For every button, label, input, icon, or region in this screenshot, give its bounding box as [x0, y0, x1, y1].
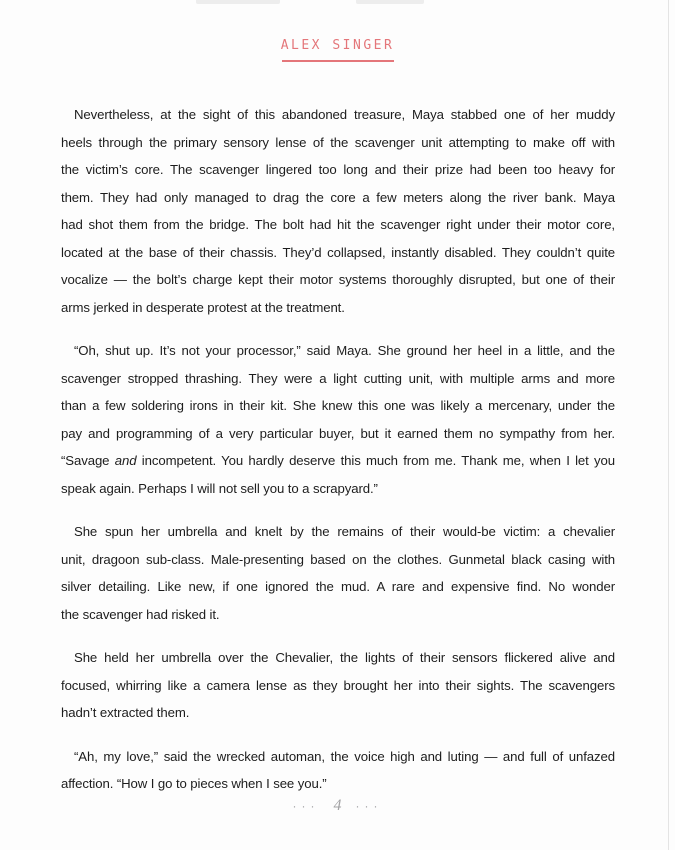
text-line: had shot them from the bridge. The bolt had hit the scavenger right under their motor core,: [61, 217, 615, 232]
footer-dots-right: ···: [355, 799, 383, 813]
cutoff-tab-left: [196, 0, 280, 4]
footer-dots-left: ···: [292, 799, 320, 813]
author-name: ALEX SINGER: [280, 38, 395, 53]
text-line: hadn’t extracted them.: [61, 705, 190, 720]
text-line: arms jerked in desperate protest at the treatment.: [61, 299, 345, 315]
paragraph: [61, 518, 615, 628]
text-line: affection. “How I go to pieces when I see you.”: [61, 776, 327, 791]
text-line: “Oh, shut up. It’s not your processor,” said Maya. She ground her heel in a little, and the: [74, 343, 615, 358]
text-line: them. They had only managed to drag the core a few meters along the river bank. Maya: [61, 189, 615, 205]
right-edge-divider: [668, 0, 669, 850]
text-line: located at the base of their chassis. They’d collapsed, instantly disabled. They couldn’t quite: [61, 244, 615, 260]
text-line: than a few soldering irons in their kit. She knew this one was likely a mercenary, under the: [61, 398, 615, 413]
text-line: speak again. Perhaps I will not sell you to a scrapyard.”: [61, 480, 378, 496]
text-line: focused, whirring like a camera lense as they brought her into their sights. The scavengers: [61, 677, 615, 693]
text-line: scavenger stropped thrashing. They were a light cutting unit, with multiple arms and more: [61, 370, 615, 386]
text-line: silver detailing. Like new, if one ignored the mud. A rare and expensive find. No wonder: [61, 579, 615, 594]
text-line: She spun her umbrella and knelt by the remains of their would-be victim: a chevalier: [74, 524, 615, 539]
cutoff-tab-right: [356, 0, 424, 4]
text-line: the victim’s core. The scavenger lingered too long and their prize had been too heavy for: [61, 162, 615, 177]
text-line: pay and programming of a very particular buyer, but it earned them no sympathy from her.: [61, 425, 615, 441]
text-line: “Ah, my love,” said the wrecked automan, the voice high and luting — and full of unfazed: [74, 748, 615, 764]
author-underline: [282, 60, 394, 62]
text-line: Nevertheless, at the sight of this abandoned treasure, Maya stabbed one of her muddy: [74, 107, 615, 122]
text-line: unit, dragoon sub-class. Male-presenting based on the clothes. Gunmetal black casing with: [61, 551, 615, 567]
text-line: vocalize — the bolt’s charge kept their motor systems thoroughly disrupted, but one of their: [61, 272, 615, 287]
page-number: 4: [333, 797, 342, 814]
paragraph: [61, 337, 615, 502]
page-footer: [0, 797, 675, 815]
text-line: heels through the primary sensory lense of the scavenger unit attempting to make off with: [61, 134, 615, 150]
page-header: [0, 36, 675, 62]
paragraph: [61, 101, 615, 321]
paragraph: [61, 743, 615, 798]
text-column: [61, 101, 615, 798]
paragraph: [61, 644, 615, 727]
text-line: “Savage and incompetent. You hardly deserve this much from me. Thank me, when I let you: [61, 453, 615, 468]
text-line: She held her umbrella over the Chevalier, the lights of their sensors flickered alive and: [74, 650, 615, 665]
text-line: the scavenger had risked it.: [61, 606, 220, 622]
